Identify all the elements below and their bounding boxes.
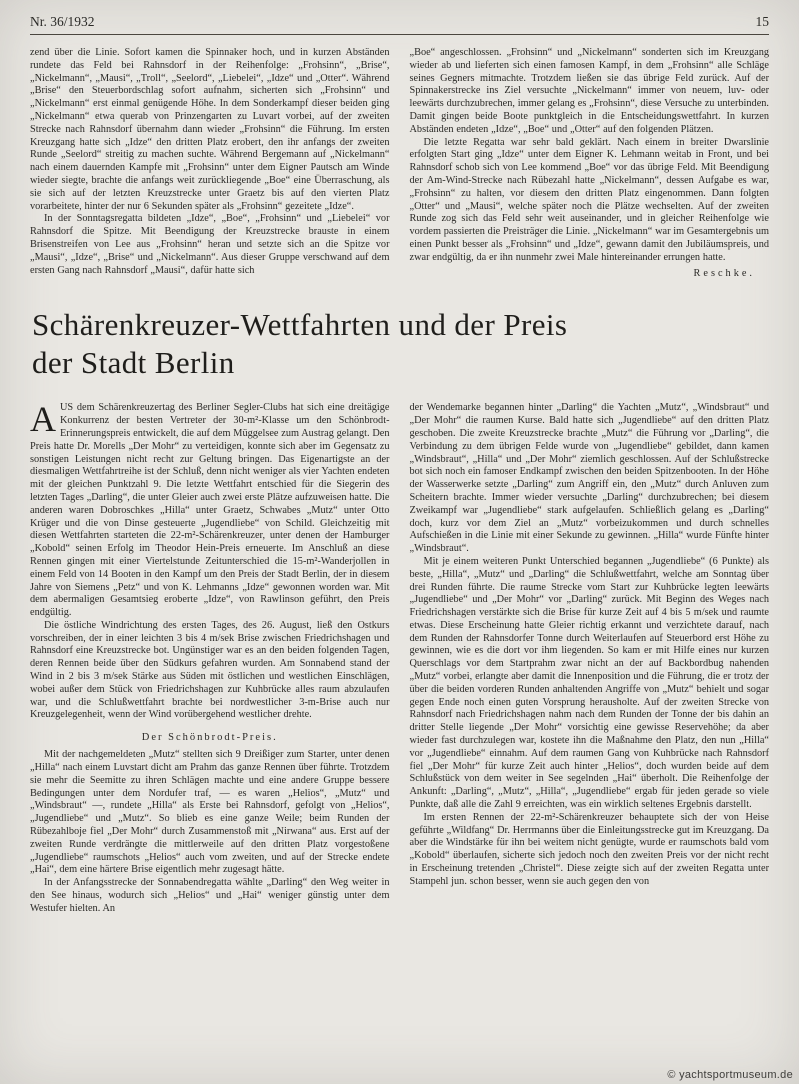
top-article — [30, 47, 769, 280]
page-number: 15 — [755, 14, 769, 29]
paragraph: Mit je einem weiteren Punkt Unterschied begannen „Jugendliebe“ (6 Punkte) als beste, „Hilla“, „Mutz“ und „Darling“ die Schlußwettfahrt, welche am Sonntag über drei Runden führte. Die raume Strecke vom Start zur Kuhbrücke legten leewärts „Jugendliebe“ und „Der Mohr“ vor „Darling“ zurück. Mit Beginn des Weges nach Friedrichshagen verstärkte sich die Brise für kurze Zeit auf 4 bis 5 m/sek und raumte etwas. Diese Erscheinung hatte Gleier richtig erkannt und verzichtete darauf, nach dem Runden der Rahnsdorfer Tonne durch Weiterlaufen auf Steuerbord erst Höhe zu gewinnen, wie es die dort vor ihm liegenden. So kam er mit Hilfe eines nur kurzen Querschlags vor dem Startprahm zwar nicht an der auf Backbordbug nahenden „Mutz“ vorbei, erlangte aber damit die Innenposition und die Führung, die er trotz der über die beiden vorderen Runden anhaltenden Angriffe von „Mutz“ behielt und sogar gegen Ende noch einen guten Vorsprung herausholte. Auf der zweiten Strecke von Rahnsdorf nach Friedrichshagen nahm nach dem Runden der Tonne der bis dahin an dritter Stelle liegende „Der Mohr“ vorsichtig eine gewisse Reservehöhe; da aber wieder fast durchzulegen war, kostete ihn die Maßnahme den Platz, den nun „Hilla“ vor „Jugendliebe“ einnahm. Auf dem raumen Gang von Kuhbrücke nach Rahnsdorf fiel „Der Mohr“ für kurze Zeit auch hinter „Helios“, doch wurden beide auf dem Schlußstück von dem weiter in See segelnden „Hai“ überholt. Die Reihenfolge der Ankunft: „Darling“, „Mutz“, „Hilla“, „Jugendliebe“ ergab für jeden gerade so viele Punkte, daß alle die Zahl 9 erreichten, was ein wirklich seltenes Ergebnis darstellt. — [409, 555, 769, 811]
paragraph: „Boe“ angeschlossen. „Frohsinn“ und „Nickelmann“ sonderten sich im Kreuzgang wieder ab und lieferten sich einen famosen Kampf, in dem „Frohsinn“ alle Schläge seines Gegners mitmachte. Trotzdem ließen sie das übrige Feld zurück. Auf der Spinnakerstrecke ins Ziel versuchte „Nickelmann“ immer von neuem, luv- oder leewärts durchzubrechen, immer gelang es „Frohsinn“, diese Versuche zu unterbinden. Damit gingen beide Boote punktgleich in die Entscheidungswettfahrt. In kurzen Abständen endeten „Idze“, „Boe“ und „Otter“ auf den folgenden Plätzen. — [409, 47, 769, 135]
paragraph: Im ersten Rennen der 22-m²-Schärenkreuzer behauptete sich der von Heise geführte „Wildfang“ Dr. Herrmanns über die Einleitungsstrecke gut im Kreuzgang. Da aber die Windstärke für ihn bei weitem nicht genügte, wurde er raumschots bald vom „Kobold“ überlaufen, sicherte sich jedoch noch den zweiten Preis vor der nicht recht in Erscheinung tretenden „Christel“. Diese zeigte sich auf der zweiten Regatta unter Stampehl jun. schon besser, wenn sie auch gegen den von — [409, 811, 769, 887]
paragraph: der Wendemarke begannen hinter „Darling“ die Yachten „Mutz“, „Windsbraut“ und „Der Mohr“ die raumen Kurse. Bald hatte sich „Jugendliebe“ auf den dritten Platz geschoben. Die zweite Kreuzstrecke brachte „Mutz“ die Führung vor „Darling“, die Verbindung zu dem übrigen Felde wurde von „Jugendliebe“ gebildet, dann kamen „Windsbraut“, „Hilla“ und „Der Mohr“ ziemlich geschlossen. Auf der Schlußstrecke bot sich noch ein famoser Endkampf zwischen den beiden Spitzenbooten. In der Höhe der Wasserwerke setzte „Darling“ zum Angriff ein, den „Mutz“ durch Anluven zum Scheitern brachte. Immer wieder versuchte „Darling“ durchzubrechen; bei diesem Zweikampf war „Jugendliebe“ stark aufgelaufen. Schließlich gelang es „Darling“ doch, kurz vor dem Ziel an „Mutz“ vorbeizukommen und durch schnelles Aufschießen in die Linie mit einer Sekunde zu gewinnen. „Hilla“ wurde Fünfte hinter „Windsbraut“. — [409, 402, 769, 555]
main-article — [30, 399, 769, 915]
paragraph: Die östliche Windrichtung des ersten Tages, des 26. August, ließ den Ostkurs vorschreiben, der in einer leichten 3 bis 4 m/sek Brise zwischen Friedrichshagen und Rahnsdorf eine Kreuzstrecke bot. Ungünstiger war es an den beiden folgenden Tagen, deren Rennen beide über den Südkurs gefahren wurden. Am Sonnabend stand der Wind in 2 bis 3 m/sek Stärke aus Süden mit östlichen und westlichen Einschlägen, wobei außer dem Stück von Friedrichshagen zur Kuhbrücke alles raum abzulaufen war, und die Schlußwettfahrt brachte bei nordwestlicher 3-m-Brise auch nur Kreuzgelegenheit, wenn der Wind vorübergehend westlicher drehte. — [30, 619, 390, 721]
paragraph: Mit der nachgemeldeten „Mutz“ stellten sich 9 Dreißiger zum Starter, unter denen „Hilla“ nach einem Luvstart dicht am Prahm das ganze Rennen über führte. Trotzdem sie mehr die Seemitte zu ihren Schlägen machte und eine andere Gruppe bessere Bedingungen unter dem Nordufer traf, — es waren „Helios“, „Mutz“ und „Windsbraut“ —, rundete „Hilla“ als Erste bei Rahnsdorf, gefolgt von „Helios“, „Jugendliebe“ und „Mutz“. So blieb es eine ganze Weile; beim Runden der Rübezahlboje fiel „Der Mohr“ durch Zusammenstoß mit „Nirwana“ aus. Erst auf der zweiten Runde verdrängte die mittlerweile auf den dritten Platz vorgestoßene „Jugendliebe“ raumschots „Helios“ auch vom zweiten, und auf der Strecke endete „Hai“, dem eine härtere Brise eigentlich mehr zugesagt hätte. — [30, 749, 390, 876]
section-subheading: Der Schönbrodt-Preis. — [141, 732, 278, 744]
paragraph: In der Anfangsstrecke der Sonnabendregatta wählte „Darling“ den Weg weiter in den See hinaus, wodurch sich „Helios“ und „Hai“ weniger günstig unter dem Westufer hielten. An — [30, 877, 390, 914]
watermark: © yachtsportmuseum.de — [667, 1069, 793, 1081]
headline-line-1: Schärenkreuzer-Wettfahrten und der Preis — [32, 307, 568, 343]
top-article-right-column — [410, 47, 770, 280]
drop-cap: A — [30, 399, 56, 440]
lead-text: US dem Schärenkreuzertag des Berliner Segler-Clubs hat sich eine dreitägige Konkurrenz der besten Vertreter der 30-m²-Klasse um den Schönbrodt-Erinnerungspreis entwickelt, die auf dem Müggelsee zum Austrag gelangt. Den Preis hatte Dr. Morells „Der Mohr“ zu verteidigen, konnte sich aber im Gegensatz zu sonstigen Leistungen nicht recht zur Geltung bringen. Das Eigenartigste an der diesmaligen Wettfahrtreihe ist der Schluß, denn nicht weniger als vier Yachten endeten mit der gleichen Punktzahl 9. Die letzte Wettfahrt entschied für die Siegerin des letzten Tages „Darling“, die unter Gleier auch zwei erste Plätze aufzuweisen hatte. Die anderen waren Dobroschkes „Hilla“ unter Graetz, Schwabes „Mutz“ unter Otto Krüger und die von Dinse gesteuerte „Jugendliebe“ von Schild. Gleichzeitig mit diesen Wettfahrten starteten die 22-m²-Schärenkreuzer, unter denen der Hamburger „Kobold“ seinen Erfolg im Theodor Hein-Preis erneuerte. Im Anschluß an diese Rennen gingen mit einer Viertelstunde Zeitunterschied die 15-m²-Wanderjollen in einem Feld von 14 Booten in den Kampf um den Preis der Stadt Berlin, der in diesem Jahre von Siemens „Petz“ und von K. Lehmanns „Idze“ gewonnen worden war. Mit dem abermaligen Gesamtsieg eroberte „Idze“, von Rawlinson geführt, den Preis endgültig. — [30, 402, 390, 619]
headline-line-2: der Stadt Berlin — [32, 345, 235, 381]
main-article-right-column — [410, 402, 770, 915]
lead-paragraph — [30, 399, 390, 620]
top-article-left-column — [30, 47, 390, 280]
paragraph: In der Sonntagsregatta bildeten „Idze“, „Boe“, „Frohsinn“ und „Liebelei“ vor Rahnsdorf die Spitze. Mit Beendigung der Kreuzstrecke brauste in einem Brisenstreifen von Lee aus „Frohsinn“ heran und setzte sich an die Spitze vor „Mausi“, „Idze“, „Brise“ und „Nickelmann“. Aus dieser Gruppe verschwand auf dem ersten Gang nach Rahnsdorf „Mausi“, dafür hatte sich — [30, 213, 390, 276]
issue-number: Nr. 36/1932 — [30, 14, 95, 29]
page-header — [30, 14, 769, 34]
paragraph: zend über die Linie. Sofort kamen die Spinnaker hoch, und in kurzen Abständen rundete das Feld bei Rahnsdorf in der Reihenfolge: „Frohsinn“, „Brise“, „Nickelmann“, „Mausi“, „Troll“, „Seelord“, „Liebelei“, „Idze“ und „Otter“. Während „Brise“ den Steuerbordschlag sofort aufnahm, sicherten sich „Frohsinn“ und „Nickelmann“ erst einmal genügende Höhe. In dem Sonderkampf dieser beiden ging „Nickelmann“ etwa querab von Prinzengarten zu Luvart vorbei, auf der zweiten Strecke nach Rahnsdorf übernahm dann wieder „Frohsinn“ die Führung. Im ersten Kreuzgang hatte sich „Idze“ den dritten Platz erobert, den ihr anfangs der zweiten Runde „Seelord“ streitig zu machen suchte. Während Bergemann auf „Nickelmann“ nach einem dauernden Kampfe mit „Frohsinn“ unter dem Eigner Pautsch am Winde wieder siegte, brachte die anfangs weit zurückliegende „Boe“ eine Überraschung, als sie sich auf der letzten Kreuzstrecke unter Graetz bis auf den vierten Platz vorarbeitete, hinter der nur 6 Sekunden später als „Frohsinn“ gezeitete „Idze“. — [30, 47, 390, 212]
paragraph: Die letzte Regatta war sehr bald geklärt. Nach einem in breiter Dwarslinie erfolgten Start ging „Idze“ unter dem Eigner K. Lehmann weitab in Front, und bei Rahnsdorf schob sich von Lee kommend „Boe“ vor das übrige Feld. Mit Beendigung der Am-Wind-Strecke nach Rübezahl hatte „Nickelmann“, dessen Aufgabe es war, „Frohsinn“ zu halten, vor diesem den dritten Platz eingenommen. Dann folgten „Otter“ und „Mausi“, welche später noch die Plätze wechselten. Auf der zweiten Runde zog sich das Feld sehr weit auseinander, und in gleicher Reihenfolge wie vordem passierten die Preisträger die Linie. „Nickelmann“ war im Gesamtergebnis um einen Punkt besser als „Frohsinn“ und „Idze“, gewann damit den Jubiläumspreis, und zwar endgültig, da er ihn nunmehr zwei Male hintereinander errungen hatte. — [409, 136, 770, 263]
header-rule — [30, 34, 769, 35]
author-signature: Reschke. — [693, 267, 755, 279]
main-article-left-column — [30, 399, 390, 915]
article-headline — [32, 306, 769, 382]
